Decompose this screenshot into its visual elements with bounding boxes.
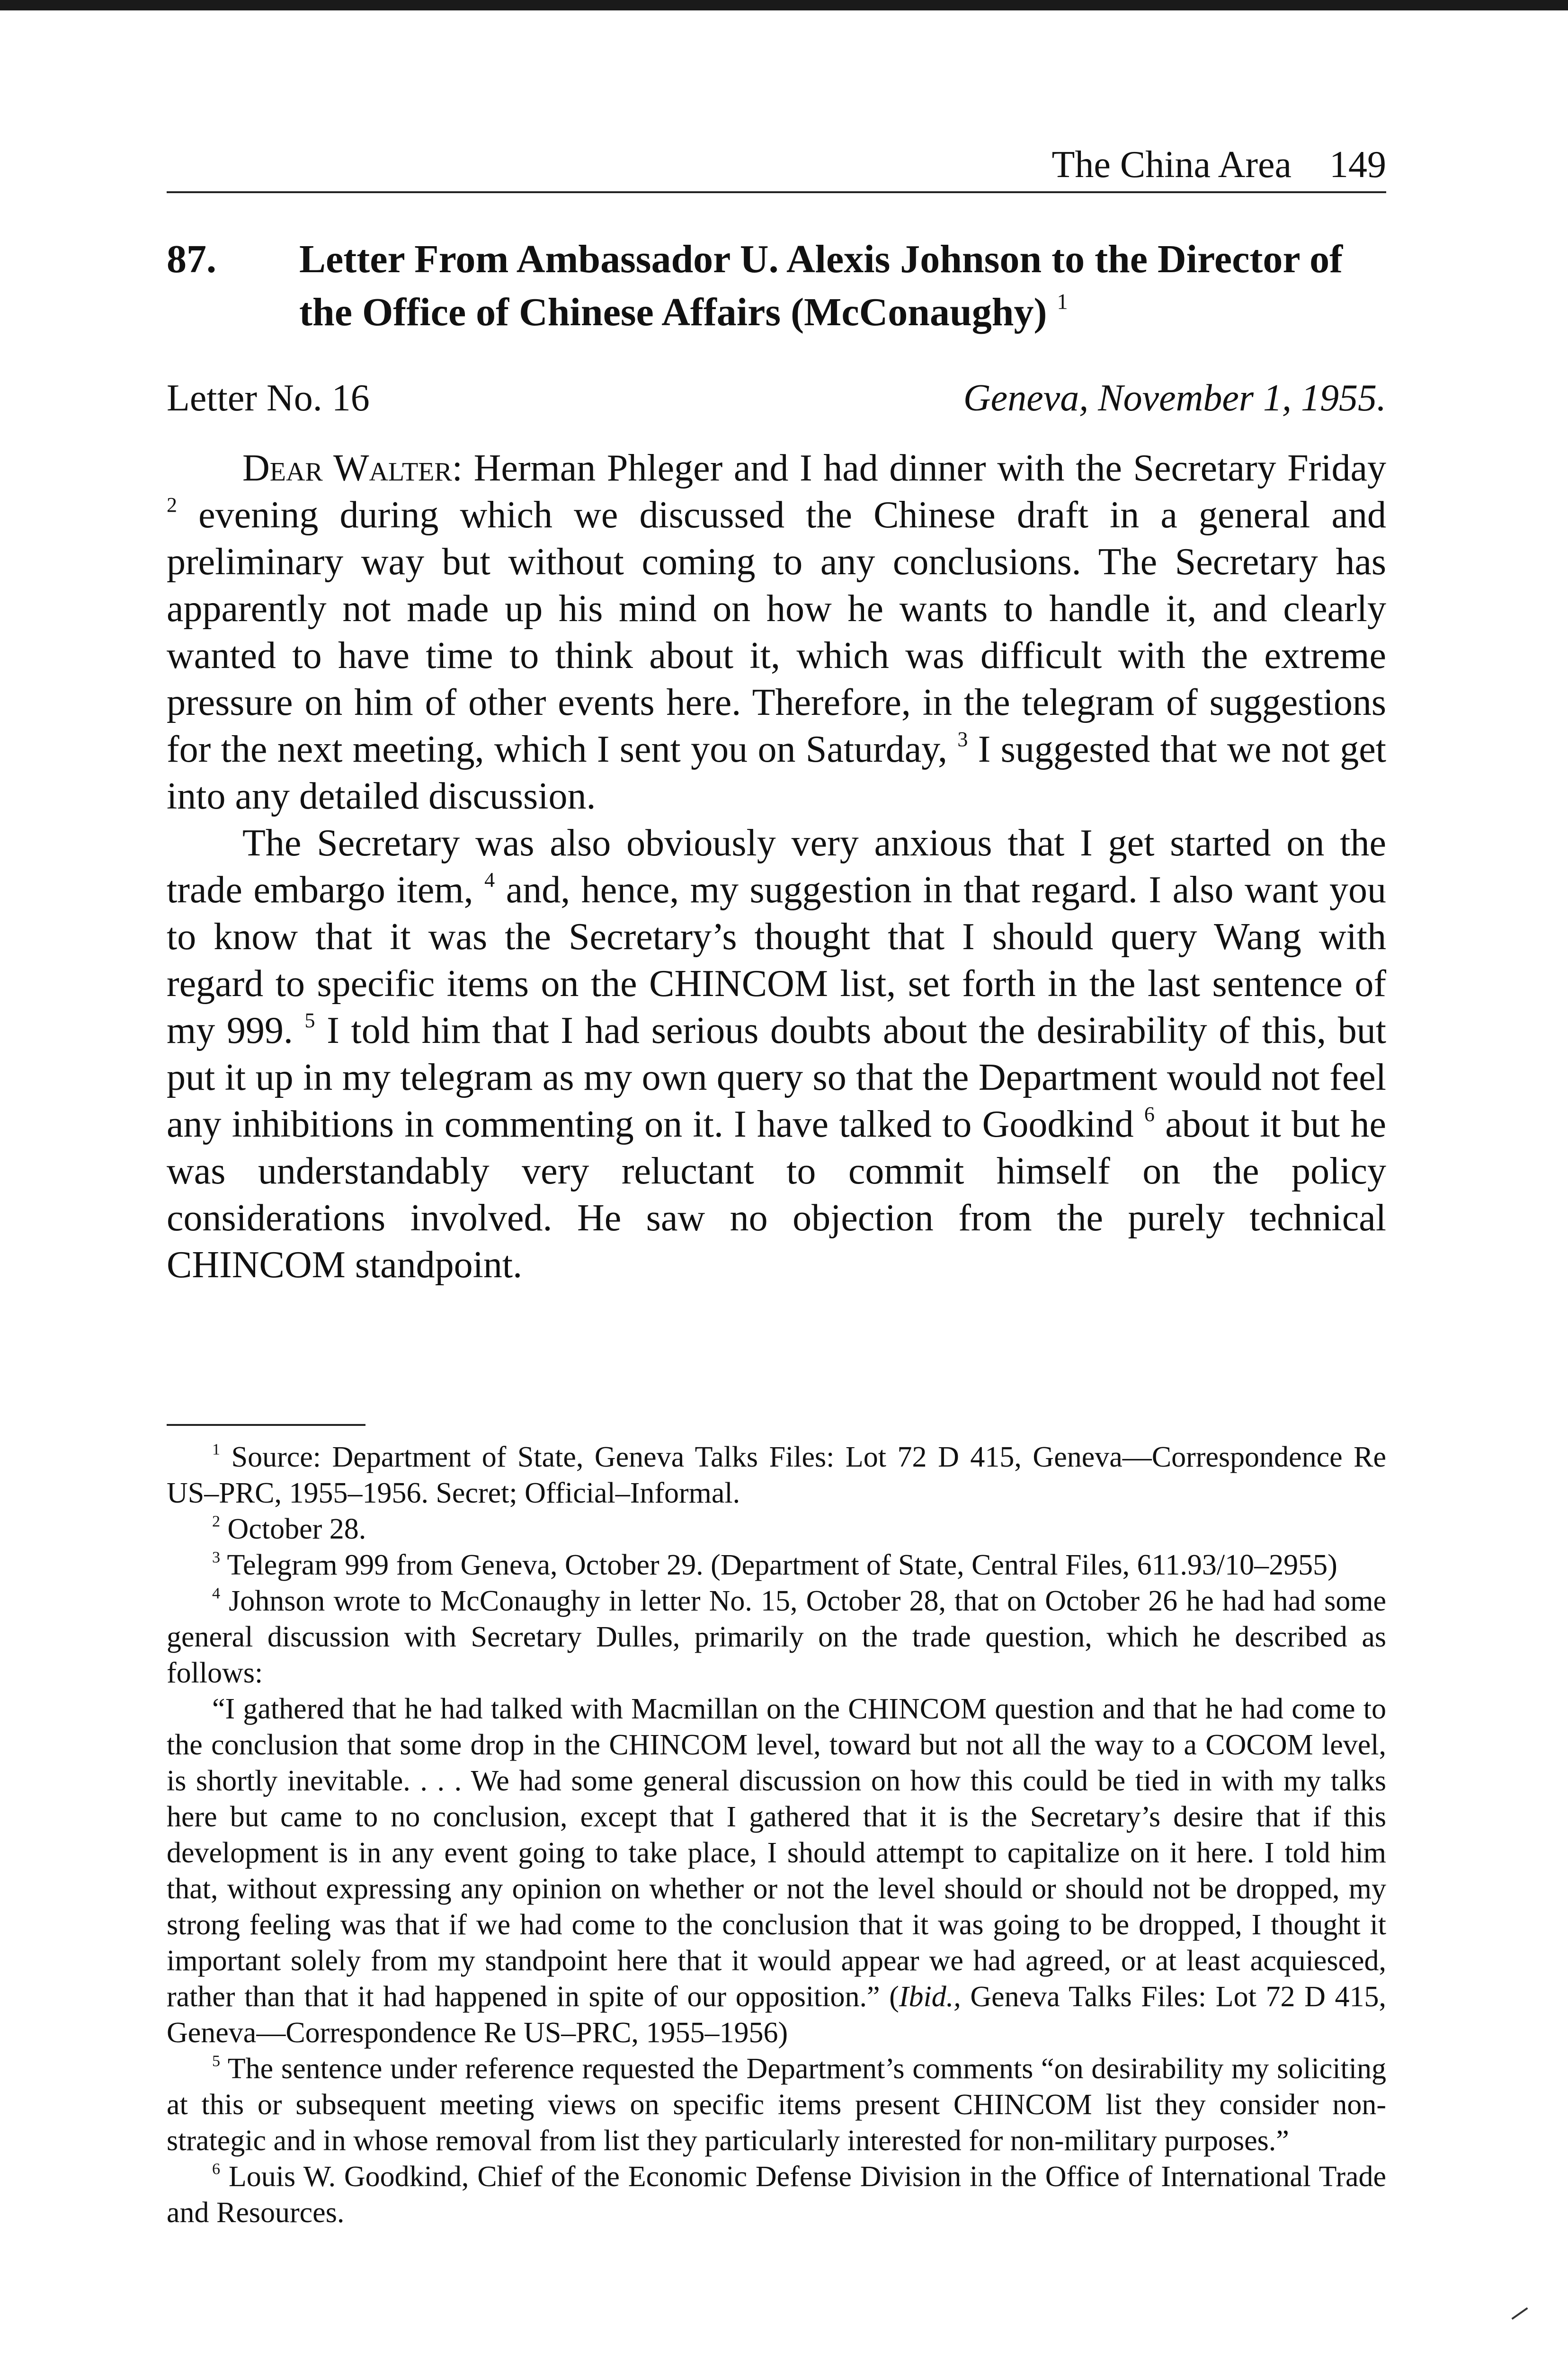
p2-text-c: I told him that I had serious doubts about the desirability of this, but put it up in my telegram as my own query so that the Department would not feel any inhibitions in commenting on it. I have talked to Goodkind — [167, 1010, 1387, 1145]
place-date: Geneva, November 1, 1955. — [963, 377, 1386, 419]
footnote-ref-3: 3 — [957, 728, 968, 751]
footnotes — [167, 1439, 1386, 2231]
footnote-1-text: Source: Department of State, Geneva Talks Files: Lot 72 D 415, Geneva—Correspondence Re US–PRC, 1955–1956. Secret; Official–Informal. — [167, 1441, 1387, 1509]
footnote-2-number: 2 — [212, 1513, 221, 1531]
footnote-4-quote — [167, 1691, 1386, 2051]
footnote-6-number: 6 — [212, 2160, 221, 2178]
letter-body — [167, 445, 1386, 1289]
footnote-divider — [167, 1424, 365, 1426]
footnote-ref-6: 6 — [1144, 1103, 1155, 1126]
footnote-4-quote-text: “I gathered that he had talked with Macmillan on the CHINCOM question and that he had come to the conclusion that some drop in the CHINCOM level, toward but not all the way to a COCOM level, is shortly inevitable. . . . We had some general discussion on how this could be tied in with my talks here but came to no conclusion, except that I gathered that it is the Secretary’s desire that if this development is in any event going to take place, I should attempt to capitalize on it here. I told him that, without expressing any opinion on whether or not the level should or should not be dropped, my strong feeling was that if we had come to the conclusion that it was going to be dropped, I thought it important solely from my standpoint here that it would appear we had agreed, or at least acquiesced, rather than that it had happened in spite of our opposition.” ( — [167, 1693, 1386, 2013]
letter-number: Letter No. 16 — [167, 377, 370, 419]
footnote-2 — [167, 1511, 1386, 1547]
footnote-4-tail: Geneva Talks Files: Lot 72 D 415, Geneva—Correspondence Re US–PRC, 1955–1956) — [167, 1981, 1386, 2049]
footnote-4-ibid: Ibid., — [899, 1981, 961, 2013]
paragraph-1 — [167, 445, 1386, 820]
footnote-ref-4: 4 — [484, 868, 495, 891]
footnote-ref-5: 5 — [304, 1009, 315, 1032]
margin-pencil-mark — [1511, 2307, 1528, 2320]
footnote-5-text: The sentence under reference requested the Department’s comments “on desirability my soliciting at this or subsequent meeting views on specific items present CHINCOM list they consider non-strategic and in whose removal from list they particularly interested for non-military purposes.” — [167, 2053, 1386, 2157]
footnote-4-text: Johnson wrote to McConaughy in letter No. 15, October 28, that on October 26 he had had some general discussion with Secretary Dulles, primarily on the trade question, which he described as follows: — [167, 1585, 1386, 1689]
document-number: 87. — [167, 237, 216, 281]
p2-text-b: and, hence, my suggestion in that regard. I also want you to know that it was the Secretary’s thought that I should query Wang with regard to specific items on the CHINCOM list, set forth in the last sentence of my 999. — [167, 869, 1387, 1051]
scan-top-edge — [0, 0, 1568, 10]
footnote-5-number: 5 — [212, 2052, 221, 2070]
running-title: The China Area — [1051, 144, 1292, 186]
p1-text-c: I suggested that we not get into any detailed discussion. — [167, 729, 1386, 817]
page-number: 149 — [1329, 144, 1386, 186]
p1-text-a: Herman Phleger and I had dinner with the Secretary Friday — [473, 447, 1387, 489]
footnote-1 — [167, 1439, 1386, 1511]
running-header — [167, 135, 1386, 193]
p2-text-a: The Secretary was also obviously very anxious that I get started on the trade embargo item, — [167, 822, 1386, 911]
salutation: Dear Walter: — [242, 447, 463, 489]
document-heading — [167, 233, 1398, 339]
footnote-1-number: 1 — [212, 1441, 221, 1459]
footnote-4 — [167, 1583, 1386, 1691]
p1-text-b: evening during which we discussed the Chinese draft in a general and preliminary way but without coming to any conclusions. The Secretary has apparently not made up his mind on how he wants to handle it, and clearly wanted to have time to think about it, which was difficult with the extreme pressure on him of other events here. Therefore, in the telegram of suggestions for the next meeting, which I sent you on Saturday, — [167, 494, 1387, 770]
p2-text-d: about it but he was understandably very reluctant to commit himself on the policy considerations involved. He saw no objection from the purely technical CHINCOM standpoint. — [167, 1103, 1387, 1286]
running-title-and-page — [1052, 143, 1386, 187]
footnote-3 — [167, 1547, 1386, 1583]
document-title — [299, 233, 1398, 339]
footnote-6-text: Louis W. Goodkind, Chief of the Economic Defense Division in the Office of International Trade and Resources. — [167, 2161, 1387, 2229]
paragraph-2 — [167, 820, 1386, 1289]
footnote-3-text: Telegram 999 from Geneva, October 29. (Department of State, Central Files, 611.93/10–2955) — [227, 1549, 1337, 1581]
title-footnote-ref: 1 — [1057, 289, 1068, 314]
footnote-3-number: 3 — [212, 1548, 221, 1566]
document-title-text: Letter From Ambassador U. Alexis Johnson to the Director of the Office of Chinese Affairs (McConaughy) — [299, 237, 1343, 334]
footnote-ref-2: 2 — [167, 493, 177, 516]
footnote-6 — [167, 2159, 1386, 2231]
footnote-4-number: 4 — [212, 1584, 221, 1602]
footnote-5 — [167, 2051, 1386, 2159]
footnote-2-text: October 28. — [227, 1513, 366, 1545]
